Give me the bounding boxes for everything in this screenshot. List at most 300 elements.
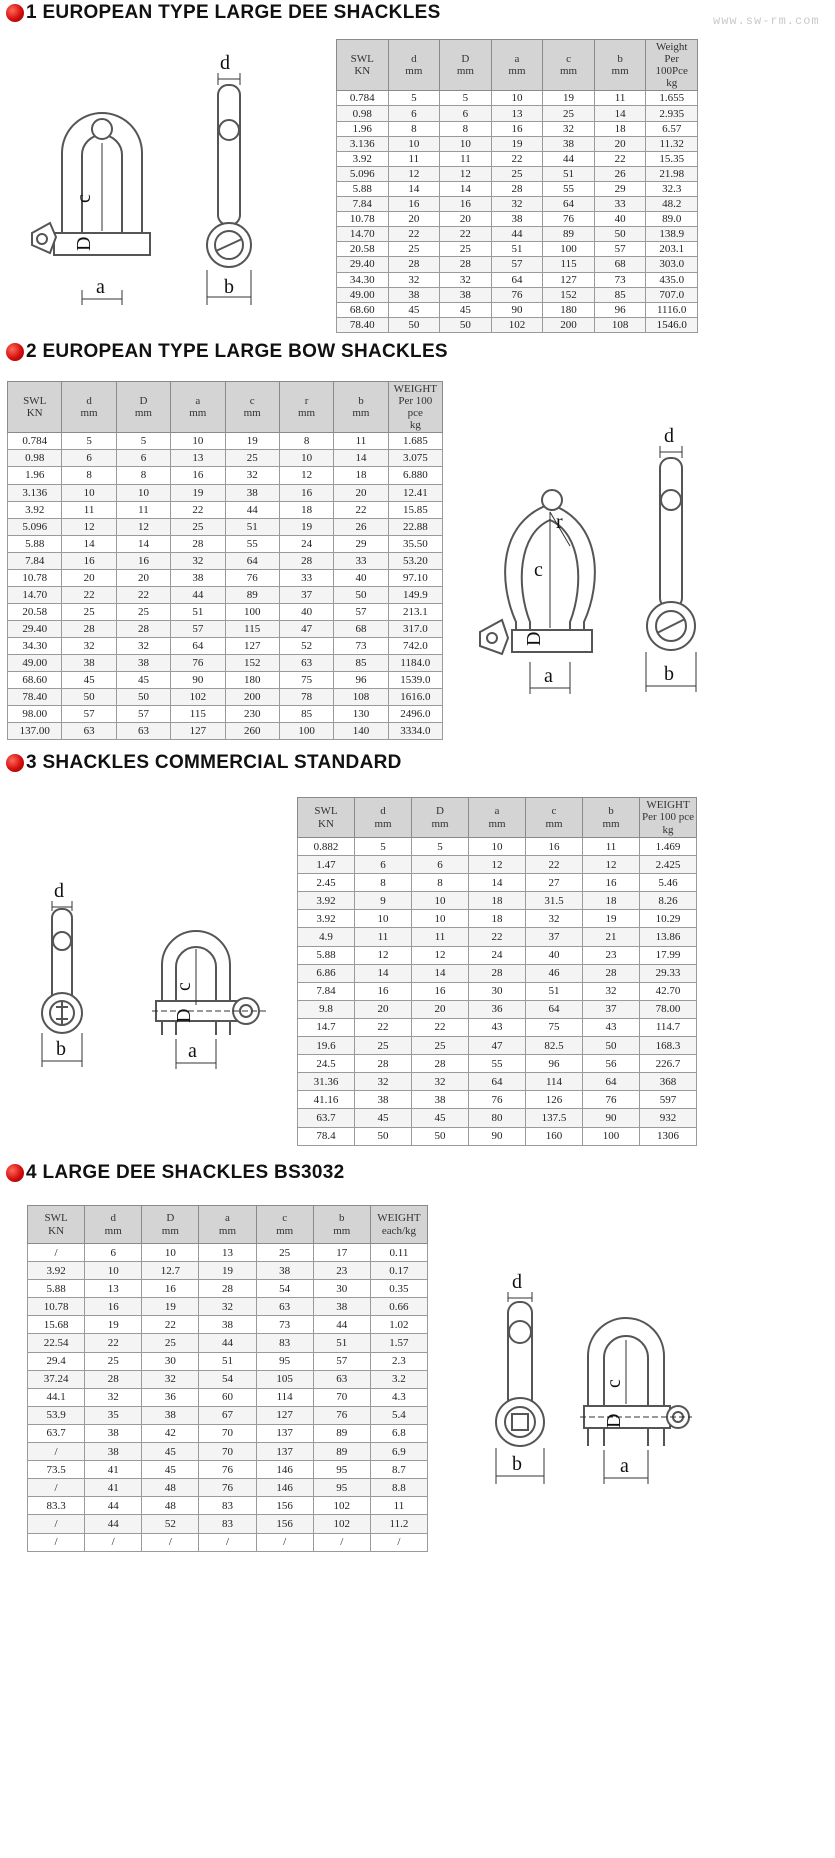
table-cell: 20 bbox=[62, 569, 116, 586]
table-cell: 230 bbox=[225, 706, 279, 723]
table-cell: 16 bbox=[85, 1298, 142, 1316]
table-row bbox=[298, 964, 697, 982]
table-cell: 14 bbox=[412, 964, 469, 982]
table-cell: 54 bbox=[256, 1280, 313, 1298]
table-cell: 1546.0 bbox=[646, 317, 698, 332]
table-row bbox=[8, 518, 443, 535]
table-cell: 126 bbox=[526, 1091, 583, 1109]
table-cell: 75 bbox=[279, 672, 333, 689]
table-cell: 22 bbox=[412, 1018, 469, 1036]
table-cell: 10 bbox=[412, 910, 469, 928]
table-row bbox=[28, 1533, 428, 1551]
table-row bbox=[298, 946, 697, 964]
column-header-line: d bbox=[110, 1212, 116, 1225]
table-row bbox=[28, 1424, 428, 1442]
table-cell: 0.66 bbox=[370, 1298, 427, 1316]
table-cell: 21 bbox=[583, 928, 640, 946]
table-cell: 0.98 bbox=[8, 450, 62, 467]
column-header-line: mm bbox=[508, 65, 526, 78]
table-cell: 64 bbox=[543, 197, 595, 212]
red-bullet-icon bbox=[6, 343, 24, 361]
table-cell: 0.882 bbox=[298, 838, 355, 856]
column-header bbox=[298, 798, 355, 838]
table-cell: 14.70 bbox=[8, 586, 62, 603]
table-cell: 68 bbox=[594, 257, 646, 272]
column-header bbox=[526, 798, 583, 838]
table-row bbox=[8, 672, 443, 689]
table-cell: 3.136 bbox=[8, 484, 62, 501]
column-header bbox=[370, 1206, 427, 1244]
table-cell: 1.47 bbox=[298, 856, 355, 874]
table-cell: 2.425 bbox=[640, 856, 697, 874]
table-row bbox=[298, 982, 697, 1000]
table-cell: 50 bbox=[412, 1127, 469, 1145]
table-cell: 10 bbox=[171, 433, 225, 450]
dim-label-c: c bbox=[73, 194, 95, 203]
table-cell: 28 bbox=[491, 181, 543, 196]
table-cell: 89.0 bbox=[646, 212, 698, 227]
column-header-line: a bbox=[514, 53, 520, 66]
commercial-shackle-side-diagram bbox=[38, 880, 108, 1068]
table-cell: 22 bbox=[469, 928, 526, 946]
table-cell: 137 bbox=[256, 1443, 313, 1461]
table-cell: 14 bbox=[594, 106, 646, 121]
table-cell: 303.0 bbox=[646, 257, 698, 272]
red-bullet-icon bbox=[6, 4, 24, 22]
table-cell: 38 bbox=[142, 1406, 199, 1424]
table-cell: 29.40 bbox=[8, 620, 62, 637]
table-cell: 38 bbox=[388, 287, 440, 302]
table-cell: 40 bbox=[334, 569, 388, 586]
table-cell: 152 bbox=[543, 287, 595, 302]
table-cell: 3.92 bbox=[298, 910, 355, 928]
table-cell: 102 bbox=[313, 1497, 370, 1515]
section-title-text: 1 EUROPEAN TYPE LARGE DEE SHACKLES bbox=[26, 2, 441, 23]
table-row bbox=[28, 1244, 428, 1262]
table-cell: 44 bbox=[199, 1334, 256, 1352]
table-cell: 11 bbox=[388, 151, 440, 166]
table-cell: 25 bbox=[543, 106, 595, 121]
column-header bbox=[199, 1206, 256, 1244]
column-header-line: mm bbox=[545, 817, 563, 830]
column-header-line: D bbox=[166, 1212, 175, 1225]
column-header-line: b bbox=[608, 805, 614, 818]
table-cell: 8 bbox=[388, 121, 440, 136]
table-cell: 22 bbox=[355, 1018, 412, 1036]
table-cell: 12 bbox=[412, 946, 469, 964]
table-cell: 226.7 bbox=[640, 1055, 697, 1073]
table-cell: 32 bbox=[491, 197, 543, 212]
table-cell: 70 bbox=[313, 1388, 370, 1406]
table-cell: 47 bbox=[469, 1037, 526, 1055]
table-cell: 5 bbox=[116, 433, 170, 450]
table-cell: 180 bbox=[543, 302, 595, 317]
table-cell: 6 bbox=[62, 450, 116, 467]
table-cell: 57 bbox=[491, 257, 543, 272]
table-cell: 28 bbox=[116, 620, 170, 637]
column-header-line: c bbox=[551, 805, 557, 818]
dim-label-b: b bbox=[56, 1038, 66, 1060]
table-cell: 1184.0 bbox=[388, 654, 442, 671]
table-row bbox=[8, 484, 443, 501]
table-cell: 29 bbox=[334, 535, 388, 552]
table-cell: 22 bbox=[440, 227, 492, 242]
table-cell: 28 bbox=[388, 257, 440, 272]
table-cell: 10 bbox=[388, 136, 440, 151]
column-header bbox=[388, 382, 442, 433]
table-cell: 32 bbox=[85, 1388, 142, 1406]
table-cell: 742.0 bbox=[388, 637, 442, 654]
table-cell: 60 bbox=[199, 1388, 256, 1406]
table-cell: 38 bbox=[199, 1316, 256, 1334]
table-cell: 38 bbox=[256, 1262, 313, 1280]
table-cell: 45 bbox=[62, 672, 116, 689]
column-header-line: SWL bbox=[350, 53, 374, 66]
column-header-line: d bbox=[86, 395, 92, 408]
table-row bbox=[337, 91, 698, 106]
column-header-line: mm bbox=[189, 407, 207, 420]
table-cell: 137.5 bbox=[526, 1109, 583, 1127]
column-header-line: c bbox=[249, 395, 255, 408]
table-cell: 64 bbox=[526, 1000, 583, 1018]
table-cell: 203.1 bbox=[646, 242, 698, 257]
table-cell: 33 bbox=[594, 197, 646, 212]
table-cell: 30 bbox=[313, 1280, 370, 1298]
table-cell: 140 bbox=[334, 723, 388, 740]
dim-label-a: a bbox=[96, 276, 105, 298]
table-cell: 55 bbox=[469, 1055, 526, 1073]
table-row bbox=[28, 1262, 428, 1280]
table-cell: 63 bbox=[116, 723, 170, 740]
table-cell: 5.88 bbox=[28, 1280, 85, 1298]
table-cell: 6.9 bbox=[370, 1443, 427, 1461]
table-cell: 19 bbox=[85, 1316, 142, 1334]
table-cell: 30 bbox=[469, 982, 526, 1000]
table-cell: 8.8 bbox=[370, 1479, 427, 1497]
table-cell: 34.30 bbox=[337, 272, 389, 287]
table-cell: 35 bbox=[85, 1406, 142, 1424]
column-header bbox=[142, 1206, 199, 1244]
table-cell: 32 bbox=[171, 552, 225, 569]
column-header-line: Per 100 pce bbox=[398, 395, 433, 420]
table-cell: 32 bbox=[440, 272, 492, 287]
table-cell: 15.35 bbox=[646, 151, 698, 166]
table-row bbox=[8, 501, 443, 518]
table-cell: 19 bbox=[543, 91, 595, 106]
table-cell: 43 bbox=[583, 1018, 640, 1036]
table-cell: 38 bbox=[313, 1298, 370, 1316]
table-cell: 25 bbox=[440, 242, 492, 257]
table-cell: / bbox=[256, 1533, 313, 1551]
table-cell: 17 bbox=[313, 1244, 370, 1262]
table-cell: 28 bbox=[440, 257, 492, 272]
column-header bbox=[469, 798, 526, 838]
table-cell: 29.4 bbox=[28, 1352, 85, 1370]
dim-label-D: D bbox=[603, 1413, 625, 1428]
table-cell: 137 bbox=[256, 1424, 313, 1442]
table-cell: 85 bbox=[334, 654, 388, 671]
table-cell: 95 bbox=[313, 1479, 370, 1497]
table-cell: 156 bbox=[256, 1497, 313, 1515]
table-cell: / bbox=[313, 1533, 370, 1551]
table-cell: 22 bbox=[62, 586, 116, 603]
table-row bbox=[28, 1352, 428, 1370]
table-row bbox=[298, 1091, 697, 1109]
table-cell: 63 bbox=[256, 1298, 313, 1316]
column-header-line: r bbox=[304, 395, 309, 408]
column-header-line: each/kg bbox=[381, 1224, 417, 1237]
column-header-line: mm bbox=[431, 817, 449, 830]
table-cell: 83 bbox=[199, 1497, 256, 1515]
spec-table-bs3032 bbox=[27, 1205, 428, 1552]
table-cell: 5.4 bbox=[370, 1406, 427, 1424]
table-cell: 16 bbox=[491, 121, 543, 136]
column-header bbox=[440, 40, 492, 91]
table-cell: 45 bbox=[142, 1461, 199, 1479]
table-cell: 19 bbox=[171, 484, 225, 501]
section-title-text: 3 SHACKLES COMMERCIAL STANDARD bbox=[26, 752, 402, 773]
table-cell: 73 bbox=[256, 1316, 313, 1334]
table-row bbox=[298, 1109, 697, 1127]
table-cell: 25 bbox=[225, 450, 279, 467]
table-row bbox=[8, 620, 443, 637]
table-cell: 12 bbox=[116, 518, 170, 535]
table-cell: 45 bbox=[440, 302, 492, 317]
column-header-line: mm bbox=[276, 1224, 294, 1237]
column-header-line: D bbox=[436, 805, 444, 818]
table-cell: 114 bbox=[526, 1073, 583, 1091]
table-cell: 45 bbox=[355, 1109, 412, 1127]
table-cell: 36 bbox=[142, 1388, 199, 1406]
table-cell: 28 bbox=[199, 1280, 256, 1298]
table-cell: 25 bbox=[412, 1037, 469, 1055]
table-cell: 10 bbox=[440, 136, 492, 151]
table-row bbox=[337, 227, 698, 242]
column-header-line: c bbox=[282, 1212, 288, 1225]
table-cell: 18 bbox=[594, 121, 646, 136]
table-cell: 100 bbox=[279, 723, 333, 740]
table-cell: 11 bbox=[334, 433, 388, 450]
table-cell: 13 bbox=[171, 450, 225, 467]
table-cell: 37 bbox=[583, 1000, 640, 1018]
table-cell: 932 bbox=[640, 1109, 697, 1127]
column-header bbox=[28, 1206, 85, 1244]
table-cell: 4.9 bbox=[298, 928, 355, 946]
table-cell: 52 bbox=[142, 1515, 199, 1533]
table-cell: 57 bbox=[334, 603, 388, 620]
table-cell: 11 bbox=[62, 501, 116, 518]
table-cell: 54 bbox=[199, 1370, 256, 1388]
table-row bbox=[298, 1037, 697, 1055]
table-cell: 12.41 bbox=[388, 484, 442, 501]
table-row bbox=[8, 535, 443, 552]
table-cell: 115 bbox=[225, 620, 279, 637]
table-cell: 0.784 bbox=[337, 91, 389, 106]
table-cell: 37 bbox=[526, 928, 583, 946]
table-cell: 51 bbox=[199, 1352, 256, 1370]
table-cell: 95 bbox=[256, 1352, 313, 1370]
table-cell: 6 bbox=[355, 856, 412, 874]
table-cell: 29.40 bbox=[337, 257, 389, 272]
table-cell: 32 bbox=[225, 467, 279, 484]
table-row bbox=[337, 302, 698, 317]
table-row bbox=[298, 910, 697, 928]
table-row bbox=[337, 272, 698, 287]
table-row bbox=[28, 1406, 428, 1424]
table-cell: 6 bbox=[85, 1244, 142, 1262]
table-cell: 5.46 bbox=[640, 874, 697, 892]
table-cell: 3.92 bbox=[28, 1262, 85, 1280]
table-cell: 89 bbox=[313, 1443, 370, 1461]
table-cell: 14.70 bbox=[337, 227, 389, 242]
table-cell: 50 bbox=[334, 586, 388, 603]
table-cell: 41 bbox=[85, 1461, 142, 1479]
table-cell: 27 bbox=[526, 874, 583, 892]
table-row bbox=[28, 1479, 428, 1497]
table-cell: 0.784 bbox=[8, 433, 62, 450]
table-cell: 12 bbox=[279, 467, 333, 484]
column-header-line: c bbox=[566, 53, 571, 66]
table-cell: 53.20 bbox=[388, 552, 442, 569]
dim-label-c: c bbox=[603, 1379, 625, 1388]
dee-shackle-front-diagram bbox=[20, 105, 160, 310]
table-cell: 114 bbox=[256, 1388, 313, 1406]
table-cell: 29.33 bbox=[640, 964, 697, 982]
section-2-title bbox=[6, 341, 448, 363]
table-cell: 22 bbox=[526, 856, 583, 874]
table-cell: 0.11 bbox=[370, 1244, 427, 1262]
column-header-line: mm bbox=[405, 65, 423, 78]
table-cell: 12 bbox=[355, 946, 412, 964]
spec-table-commercial-standard bbox=[297, 797, 697, 1146]
table-cell: 25 bbox=[85, 1352, 142, 1370]
column-header bbox=[256, 1206, 313, 1244]
table-cell: 83 bbox=[256, 1334, 313, 1352]
table-cell: 14 bbox=[469, 874, 526, 892]
table-cell: 51 bbox=[225, 518, 279, 535]
bs3032-shackle-side-diagram bbox=[490, 1272, 562, 1487]
column-header-line: kg bbox=[662, 823, 674, 836]
table-cell: 16 bbox=[583, 874, 640, 892]
table-row bbox=[337, 317, 698, 332]
table-cell: 24 bbox=[279, 535, 333, 552]
table-cell: 8.7 bbox=[370, 1461, 427, 1479]
table-cell: 18 bbox=[279, 501, 333, 518]
table-cell: 20.58 bbox=[337, 242, 389, 257]
table-cell: 5.88 bbox=[337, 181, 389, 196]
table-cell: 11.32 bbox=[646, 136, 698, 151]
section-title-text: 4 LARGE DEE SHACKLES BS3032 bbox=[26, 1162, 345, 1183]
table-cell: 10.78 bbox=[28, 1298, 85, 1316]
dim-label-d: d bbox=[220, 52, 230, 74]
table-cell: 15.68 bbox=[28, 1316, 85, 1334]
dim-label-c: c bbox=[173, 982, 195, 991]
commercial-shackle-front-diagram bbox=[150, 925, 270, 1070]
table-cell: 6 bbox=[116, 450, 170, 467]
table-cell: 44 bbox=[491, 227, 543, 242]
table-cell: 6.880 bbox=[388, 467, 442, 484]
table-cell: 5 bbox=[440, 91, 492, 106]
table-cell: 32.3 bbox=[646, 181, 698, 196]
column-header-line: WEIGHT bbox=[377, 1212, 421, 1225]
table-cell: 114.7 bbox=[640, 1018, 697, 1036]
table-row bbox=[28, 1316, 428, 1334]
table-cell: / bbox=[199, 1533, 256, 1551]
table-cell: 10 bbox=[62, 484, 116, 501]
table-cell: 1.685 bbox=[388, 433, 442, 450]
table-cell: 64 bbox=[491, 272, 543, 287]
table-cell: 28 bbox=[355, 1055, 412, 1073]
table-cell: 24.5 bbox=[298, 1055, 355, 1073]
column-header bbox=[491, 40, 543, 91]
table-cell: 12 bbox=[583, 856, 640, 874]
section-1-title bbox=[6, 2, 441, 24]
table-cell: 16 bbox=[279, 484, 333, 501]
column-header-line: KN bbox=[26, 407, 43, 420]
table-cell: 11 bbox=[116, 501, 170, 518]
table-cell: 156 bbox=[256, 1515, 313, 1533]
table-cell: 96 bbox=[526, 1055, 583, 1073]
section-4-title bbox=[6, 1162, 345, 1184]
spec-table-european-dee bbox=[336, 39, 698, 333]
table-cell: 146 bbox=[256, 1479, 313, 1497]
table-cell: 16 bbox=[440, 197, 492, 212]
table-cell: 108 bbox=[334, 689, 388, 706]
table-cell: 1306 bbox=[640, 1127, 697, 1145]
table-cell: 12 bbox=[440, 166, 492, 181]
section-3-title bbox=[6, 752, 402, 774]
table-cell: 63 bbox=[313, 1370, 370, 1388]
table-cell: 57 bbox=[313, 1352, 370, 1370]
dim-label-d: d bbox=[54, 880, 64, 902]
table-cell: 11 bbox=[370, 1497, 427, 1515]
table-cell: 41.16 bbox=[298, 1091, 355, 1109]
table-cell: 3.2 bbox=[370, 1370, 427, 1388]
table-cell: 85 bbox=[279, 706, 333, 723]
table-cell: 18 bbox=[583, 892, 640, 910]
table-cell: 22 bbox=[491, 151, 543, 166]
table-cell: 44 bbox=[225, 501, 279, 518]
table-cell: 1.96 bbox=[8, 467, 62, 484]
dim-label-a: a bbox=[188, 1040, 197, 1062]
table-cell: 5 bbox=[388, 91, 440, 106]
table-cell: 89 bbox=[313, 1424, 370, 1442]
table-cell: 22 bbox=[388, 227, 440, 242]
table-cell: 597 bbox=[640, 1091, 697, 1109]
table-cell: / bbox=[28, 1244, 85, 1262]
table-cell: 80 bbox=[469, 1109, 526, 1127]
table-cell: 3334.0 bbox=[388, 723, 442, 740]
table-cell: 35.50 bbox=[388, 535, 442, 552]
table-cell: 1.655 bbox=[646, 91, 698, 106]
column-header bbox=[337, 40, 389, 91]
table-cell: 7.84 bbox=[298, 982, 355, 1000]
table-cell: 14 bbox=[334, 450, 388, 467]
table-cell: 68.60 bbox=[8, 672, 62, 689]
table-cell: 14 bbox=[388, 181, 440, 196]
table-cell: 24 bbox=[469, 946, 526, 964]
table-cell: 38 bbox=[85, 1424, 142, 1442]
table-cell: 64 bbox=[583, 1073, 640, 1091]
column-header-line: KN bbox=[354, 65, 371, 78]
watermark: www.sw-rm.com bbox=[713, 14, 820, 28]
table-cell: 76 bbox=[199, 1461, 256, 1479]
table-row bbox=[298, 1055, 697, 1073]
table-cell: 2.45 bbox=[298, 874, 355, 892]
column-header bbox=[85, 1206, 142, 1244]
table-row bbox=[8, 433, 443, 450]
dim-label-D: D bbox=[523, 631, 545, 646]
